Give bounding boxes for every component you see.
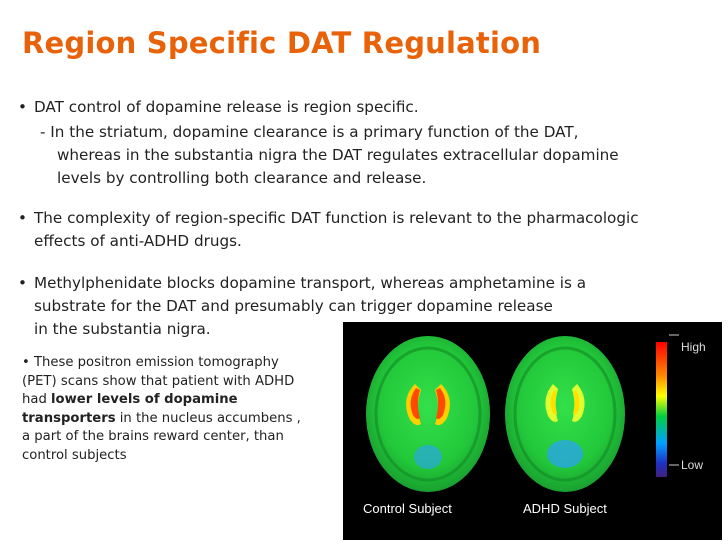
caption-line-3-bold: lower levels of dopamine xyxy=(51,392,238,407)
color-scale-bar xyxy=(656,342,667,477)
bullet-1 xyxy=(18,96,419,119)
caption-line-2: (PET) scans show that patient with ADHD xyxy=(22,373,295,389)
bullet-1-sub-line-2: whereas in the substantia nigra the DAT regulates extracellular dopamine xyxy=(57,146,619,164)
caption-line-1: These positron emission tomography xyxy=(33,355,279,370)
scale-high-label: High xyxy=(681,340,706,354)
caption-line-4-bold: transporters xyxy=(22,410,116,426)
bullet-marker: • xyxy=(18,274,27,292)
bullet-1-sub-line-3: levels by controlling both clearance and release. xyxy=(57,169,427,187)
caption-line-4-post: in the nucleus accumbens , xyxy=(115,410,301,426)
pet-scan-image xyxy=(343,322,722,540)
bullet-1-sub-line-1: - In the striatum, dopamine clearance is a primary function of the DAT, xyxy=(40,123,579,141)
bullet-2 xyxy=(18,207,639,253)
caption-line-6: control subjects xyxy=(22,447,127,463)
control-subject-label: Control Subject xyxy=(363,501,452,516)
bullet-2-line-1: The complexity of region-specific DAT function is relevant to the pharmacologic xyxy=(34,209,639,227)
slide-title: Region Specific DAT Regulation xyxy=(22,26,542,60)
pet-caption xyxy=(22,354,347,465)
caption-line-5: a part of the brains reward center, than xyxy=(22,429,284,444)
bullet-marker: • xyxy=(18,98,27,116)
bullet-3-line-2: substrate for the DAT and presumably can trigger dopamine release xyxy=(34,297,553,315)
bullet-3-line-1: Methylphenidate blocks dopamine transport, whereas amphetamine is a xyxy=(34,274,587,292)
bullet-1-line-1: DAT control of dopamine release is region specific. xyxy=(34,98,419,116)
scale-low-label: Low xyxy=(681,458,704,472)
bullet-3-line-3: in the substantia nigra. xyxy=(34,320,211,338)
control-brain-scan xyxy=(366,336,490,492)
caption-line-3-pre: had xyxy=(22,392,52,407)
bullet-marker: • xyxy=(22,355,30,370)
bullet-2-line-2: effects of anti-ADHD drugs. xyxy=(34,232,242,250)
pet-scan-graphic xyxy=(343,322,722,540)
adhd-subject-label: ADHD Subject xyxy=(523,501,607,516)
bullet-marker: • xyxy=(18,209,27,227)
adhd-brain-scan xyxy=(505,336,625,492)
